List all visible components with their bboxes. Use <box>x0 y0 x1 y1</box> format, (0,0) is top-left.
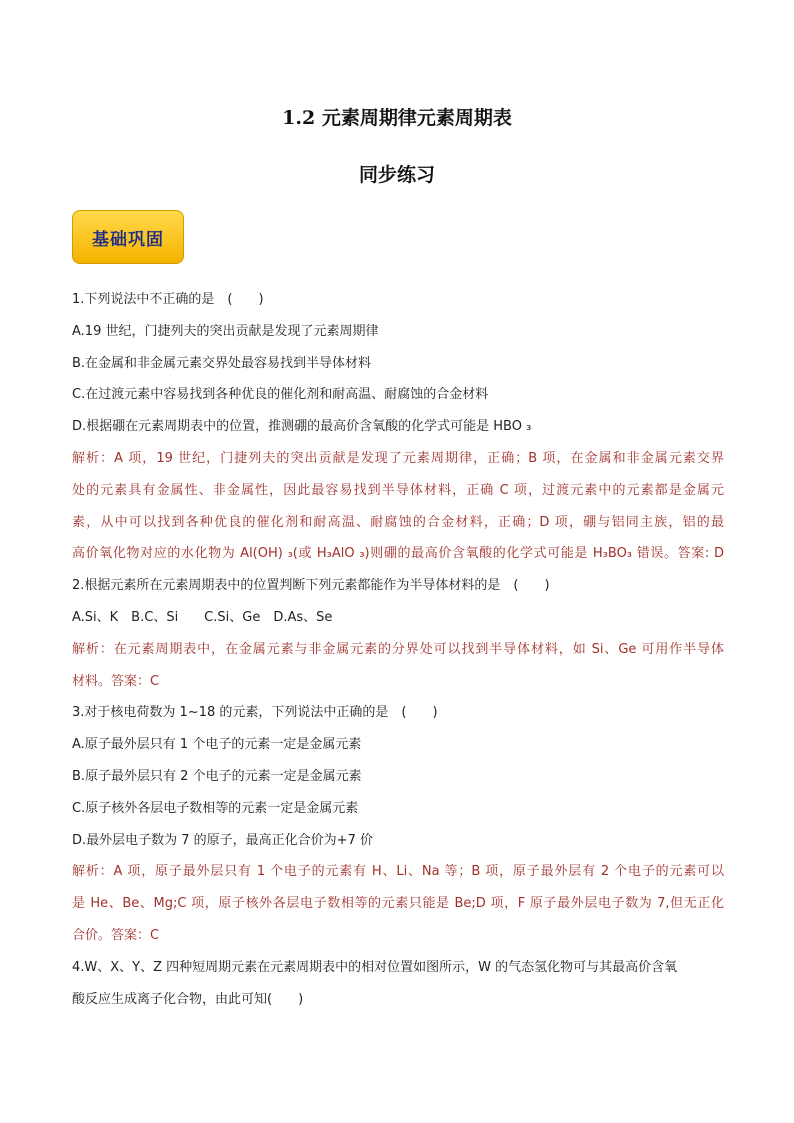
question-line: 4.W、X、Y、Z 四种短周期元素在元素周期表中的相对位置如图所示，W 的气态氢化物可与其最高价含氧 <box>72 959 678 975</box>
option-line: B.原子最外层只有 2 个电子的元素一定是金属元素 <box>72 768 362 784</box>
option-line: D.最外层电子数为 7 的原子，最高正化合价为+7 价 <box>72 832 373 848</box>
question-line: 2.根据元素所在元素周期表中的位置判断下列元素都能作为半导体材料的是 ( ) <box>72 578 550 594</box>
analysis-line: 解析：A 项，原子最外层只有 1 个电子的元素有 H、Li、Na 等；B 项，原子最外层有 2 个电子的元素可以 <box>72 864 724 880</box>
option-line: A.原子最外层只有 1 个电子的元素一定是金属元素 <box>72 737 362 753</box>
option-line: A.Si、K B.C、Si C.Si、Ge D.As、Se <box>72 609 333 625</box>
option-line: A.19 世纪，门捷列夫的突出贡献是发现了元素周期律 <box>72 323 379 339</box>
question-line: 1.下列说法中不正确的是 ( ) <box>72 292 264 307</box>
analysis-line: 解析：在元素周期表中，在金属元素与非金属元素的分界处可以找到半导体材料，如 Si、Ge 可用作半导体 <box>72 641 724 657</box>
section-badge <box>72 210 184 264</box>
analysis-line: 高价氧化物对应的水化物为 Al(OH) ₃(或 H₃AlO ₃)则硼的最高价含氧酸的化学式可能是 H₃BO₃ 错误。答案: D <box>72 546 724 562</box>
analysis-line: 素，从中可以找到各种优良的催化剂和耐高温、耐腐蚀的合金材料，正确；D 项，硼与铝同主族，铝的最 <box>72 514 724 530</box>
option-line: C.在过渡元素中容易找到各种优良的催化剂和耐高温、耐腐蚀的合金材料 <box>72 387 489 403</box>
option-line: C.原子核外各层电子数相等的元素一定是金属元素 <box>72 800 359 816</box>
answer-line: 材料。答案：C <box>72 673 160 689</box>
analysis-line: 处的元素具有金属性、非金属性，因此最容易找到半导体材料，正确 C 项，过渡元素中的元素都是金属元 <box>72 482 724 498</box>
option-line: B.在金属和非金属元素交界处最容易找到半导体材料 <box>72 355 372 371</box>
question-line: 酸反应生成离子化合物，由此可知( ) <box>72 991 304 1007</box>
question-line: 3.对于核电荷数为 1~18 的元素，下列说法中正确的是 ( ) <box>72 705 438 721</box>
document-subtitle: 同步练习 <box>358 164 435 186</box>
option-line: D.根据硼在元素周期表中的位置，推测硼的最高价含氧酸的化学式可能是 HBO ₃ <box>72 419 532 435</box>
answer-line: 合价。答案：C <box>72 927 160 943</box>
document-title: 1.2 元素周期律元素周期表 <box>282 107 512 129</box>
analysis-line: 解析：A 项，19 世纪，门捷列夫的突出贡献是发现了元素周期律，正确；B 项，在金属和非金属元素交界 <box>72 450 724 466</box>
analysis-line: 是 He、Be、Mg;C 项，原子核外各层电子数相等的元素只能是 Be;D 项，F 原子最外层电子数为 7,但无正化 <box>72 896 724 912</box>
exercise-content <box>72 284 724 1015</box>
section-badge-label: 基础巩固 <box>92 229 164 250</box>
